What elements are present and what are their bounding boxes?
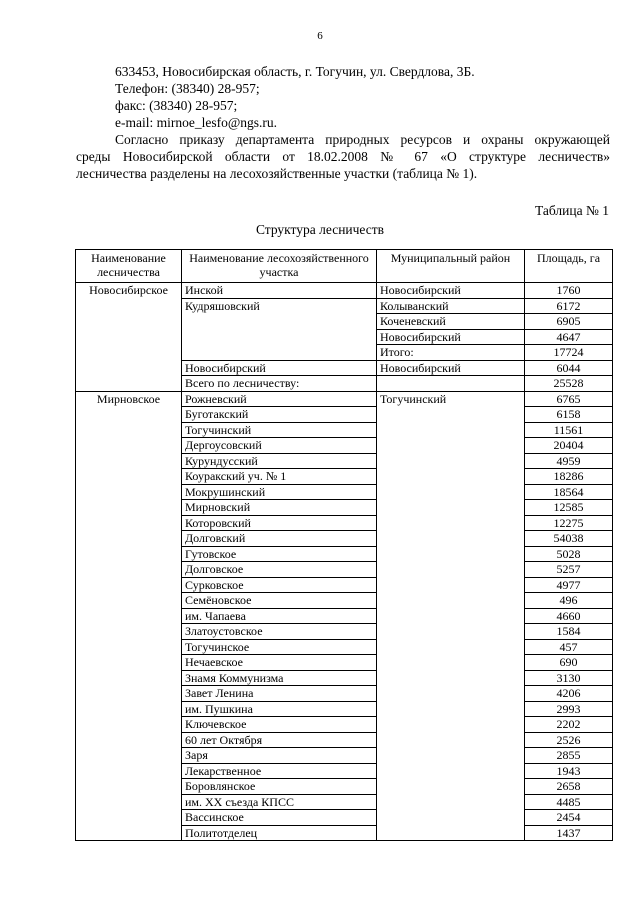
section-name: Коуракский уч. № 1 [182, 469, 377, 485]
page-number: 6 [317, 30, 323, 42]
section-name: Политотделец [182, 825, 377, 841]
section-name: Ключевское [182, 717, 377, 733]
area-value: 6905 [525, 314, 613, 330]
area-value: 4485 [525, 794, 613, 810]
district-name: Колыванский [377, 298, 525, 314]
contact-fax: факс: (38340) 28-957; [115, 98, 238, 113]
area-value: 496 [525, 593, 613, 609]
section-name: Гутовское [182, 546, 377, 562]
paragraph-line: среды Новосибирской области от 18.02.2008 № 67 «О структуре лесничеств» [76, 149, 610, 164]
area-value: 6765 [525, 391, 613, 407]
area-value: 5257 [525, 562, 613, 578]
section-name: Буготакский [182, 407, 377, 423]
area-value: 17724 [525, 345, 613, 361]
section-name: Заря [182, 748, 377, 764]
area-value: 2855 [525, 748, 613, 764]
area-value: 2658 [525, 779, 613, 795]
section-name: Семёновское [182, 593, 377, 609]
area-value: 1943 [525, 763, 613, 779]
area-value: 690 [525, 655, 613, 671]
section-name: Которовский [182, 515, 377, 531]
section-name: им. Пушкина [182, 701, 377, 717]
section-name: Долговский [182, 531, 377, 547]
area-value: 11561 [525, 422, 613, 438]
section-name: Боровлянское [182, 779, 377, 795]
total-label: Всего по лесничеству: [182, 376, 377, 392]
area-value: 1437 [525, 825, 613, 841]
section-name: им. Чапаева [182, 608, 377, 624]
area-value: 18564 [525, 484, 613, 500]
section-name: Сурковское [182, 577, 377, 593]
table-label: Таблица № 1 [535, 203, 609, 218]
section-name: Нечаевское [182, 655, 377, 671]
area-value: 6172 [525, 298, 613, 314]
section-name: Долговское [182, 562, 377, 578]
district-name: Новосибирский [377, 283, 525, 299]
section-name: Тогучинское [182, 639, 377, 655]
paragraph-line: Согласно приказу департамента природных ресурсов и охраны окружающей [115, 132, 610, 147]
area-value: 4660 [525, 608, 613, 624]
section-name: Мирновский [182, 500, 377, 516]
area-total: 25528 [525, 376, 613, 392]
area-value: 3130 [525, 670, 613, 686]
header-forestry: Наименование лесничества [76, 250, 182, 283]
header-area: Площадь, га [525, 250, 613, 283]
area-value: 6044 [525, 360, 613, 376]
area-value: 2993 [525, 701, 613, 717]
district-name [377, 376, 525, 392]
contact-email: e-mail: mirnoe_lesfo@ngs.ru. [115, 115, 278, 130]
section-name: 60 лет Октября [182, 732, 377, 748]
section-name: Курундусский [182, 453, 377, 469]
section-name: Новосибирский [182, 360, 377, 376]
section-name: Дергоусовский [182, 438, 377, 454]
section-name: Лекарственное [182, 763, 377, 779]
district-name: Итого: [377, 345, 525, 361]
section-name: Знамя Коммунизма [182, 670, 377, 686]
section-name: Вассинское [182, 810, 377, 826]
area-value: 20404 [525, 438, 613, 454]
section-name: Тогучинский [182, 422, 377, 438]
section-name: Завет Ленина [182, 686, 377, 702]
area-value: 18286 [525, 469, 613, 485]
contact-address: 633453, Новосибирская область, г. Тогучин, ул. Свердлова, 3Б. [115, 64, 475, 79]
intro-paragraph [76, 131, 610, 182]
area-value: 1760 [525, 283, 613, 299]
district-name: Новосибирский [377, 329, 525, 345]
district-name: Новосибирский [377, 360, 525, 376]
header-district: Муниципальный район [377, 250, 525, 283]
district-name: Коченевский [377, 314, 525, 330]
header-section: Наименование лесохозяйственного участка [182, 250, 377, 283]
section-name: им. XX съезда КПСС [182, 794, 377, 810]
area-value: 4647 [525, 329, 613, 345]
area-value: 5028 [525, 546, 613, 562]
contact-phone: Телефон: (38340) 28-957; [115, 81, 260, 96]
forestry-structure-table [75, 249, 613, 841]
area-value: 12585 [525, 500, 613, 516]
section-name: Инской [182, 283, 377, 299]
area-value: 2454 [525, 810, 613, 826]
area-value: 457 [525, 639, 613, 655]
paragraph-line: лесничества разделены на лесохозяйственные участки (таблица № 1). [76, 166, 478, 181]
section-name: Рожневский [182, 391, 377, 407]
forestry-name: Новосибирское [76, 283, 182, 392]
table-header-row [76, 250, 613, 283]
table-row [76, 391, 613, 407]
area-value: 6158 [525, 407, 613, 423]
area-value: 12275 [525, 515, 613, 531]
table-title: Структура лесничеств [255, 222, 385, 237]
area-value: 2526 [525, 732, 613, 748]
area-value: 2202 [525, 717, 613, 733]
section-name: Мокрушинский [182, 484, 377, 500]
forestry-name: Мирновское [76, 391, 182, 841]
section-name: Кудряшовский [182, 298, 377, 360]
district-name: Тогучинский [377, 391, 525, 841]
table-row [76, 283, 613, 299]
section-name: Златоустовское [182, 624, 377, 640]
area-value: 4959 [525, 453, 613, 469]
area-value: 54038 [525, 531, 613, 547]
area-value: 4977 [525, 577, 613, 593]
area-value: 1584 [525, 624, 613, 640]
area-value: 4206 [525, 686, 613, 702]
